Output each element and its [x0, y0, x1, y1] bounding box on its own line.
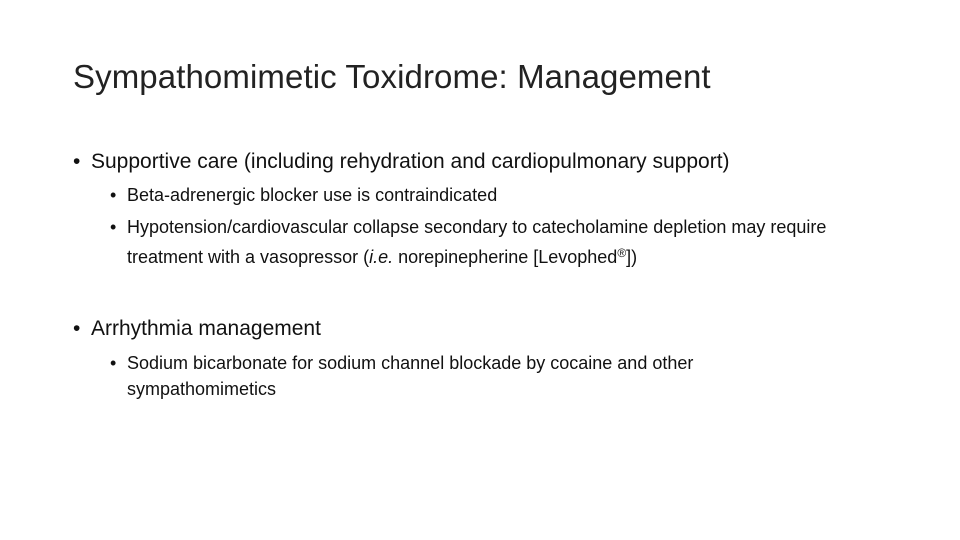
bullet-arrhythmia-management	[73, 316, 321, 342]
bullet-icon: •	[110, 185, 117, 205]
slide-title: Sympathomimetic Toxidrome: Management	[73, 58, 711, 95]
italic-abbreviation: i.e.	[369, 247, 394, 267]
sub-bullet-hypotension	[110, 214, 900, 270]
text-segment: Hypotension/cardiovascular collapse secondary to catecholamine depletion may require treatment with a vasopressor (	[127, 217, 827, 267]
bullet-icon: •	[73, 150, 81, 173]
bullet-text: Supportive care (including rehydration and cardiopulmonary support)	[91, 150, 730, 173]
text-segment: norepinepherine [Levophed	[393, 247, 618, 267]
sub-bullet-text	[110, 214, 900, 270]
sub-bullet-text: Sodium bicarbonate for sodium channel blockade by cocaine and other sympathomimetics	[127, 353, 694, 399]
bullet-supportive-care	[73, 149, 730, 175]
sub-bullet-text: Beta-adrenergic blocker use is contraindicated	[127, 185, 498, 205]
text-segment: ])	[626, 247, 638, 267]
registered-trademark-icon: ®	[617, 246, 627, 260]
sub-bullet-sodium-bicarbonate	[110, 350, 830, 402]
bullet-icon: •	[110, 353, 117, 373]
bullet-icon: •	[110, 217, 117, 237]
bullet-icon: •	[73, 317, 81, 340]
sub-bullet-beta-blocker	[110, 182, 900, 208]
bullet-text: Arrhythmia management	[91, 317, 321, 340]
